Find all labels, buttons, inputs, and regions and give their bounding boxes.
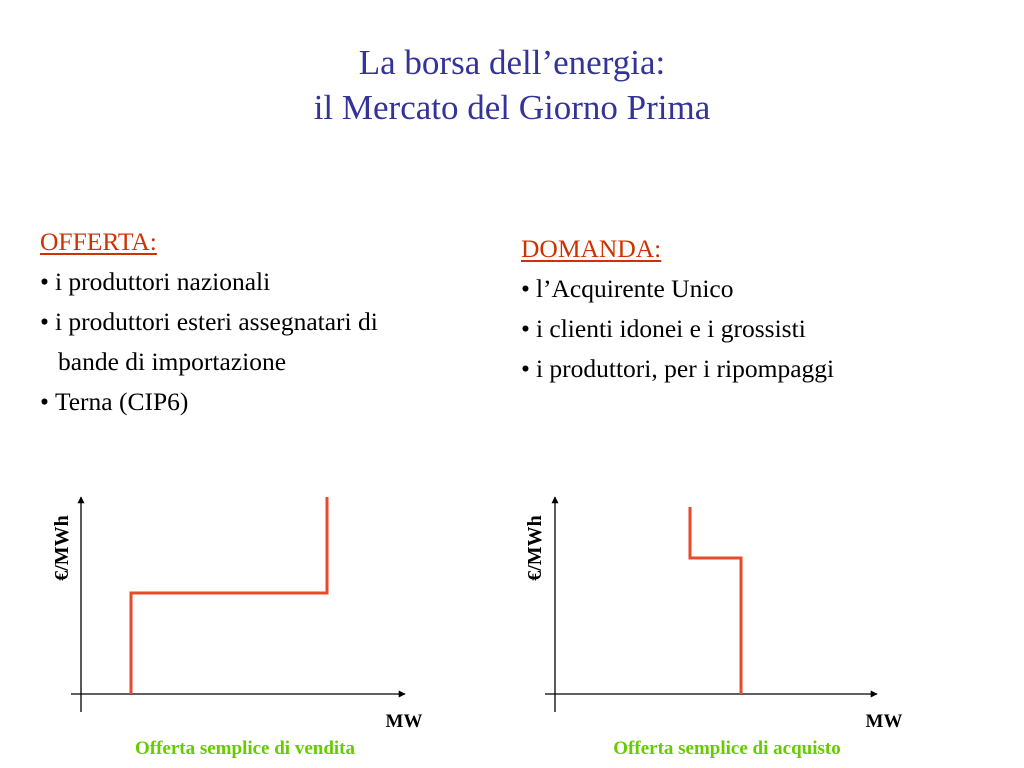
offerta-bullet-text: bande di importazione (58, 347, 287, 376)
chart-acquisto (524, 497, 902, 759)
x-axis-label: MW (385, 711, 423, 732)
y-axis-label: €/MWh (524, 515, 546, 581)
domanda-bullet-text: i clienti idonei e i grossisti (535, 314, 806, 343)
x-axis-label: MW (865, 711, 903, 732)
bullet-dot-icon: • (40, 387, 49, 416)
bullet-dot-icon: • (521, 354, 530, 383)
offerta-heading: OFFERTA: (40, 227, 157, 256)
bullet-dot-icon: • (521, 274, 530, 303)
offer-step-curve (131, 497, 327, 694)
bullet-dot-icon: • (40, 307, 49, 336)
bullet-dot-icon: • (521, 314, 530, 343)
slide-title-line-2: il Mercato del Giorno Prima (313, 88, 711, 127)
y-axis-label: €/MWh (51, 515, 73, 581)
offerta-bullet-text: i produttori nazionali (54, 267, 271, 296)
slide-title-line-1: La borsa dell’energia: (358, 43, 666, 82)
bid-step-curve (690, 507, 741, 694)
chart-vendita (51, 497, 422, 759)
chart-caption: Offerta semplice di vendita (134, 738, 356, 759)
domanda-bullet-text: l’Acquirente Unico (535, 274, 734, 303)
domanda-heading: DOMANDA: (521, 234, 662, 263)
bullet-dot-icon: • (40, 267, 49, 296)
offerta-bullet-text: Terna (CIP6) (54, 387, 189, 416)
domanda-bullet-text: i produttori, per i ripompaggi (535, 354, 835, 383)
chart-caption: Offerta semplice di acquisto (613, 738, 841, 759)
offerta-bullet-text: i produttori esteri assegnatari di (54, 307, 378, 336)
